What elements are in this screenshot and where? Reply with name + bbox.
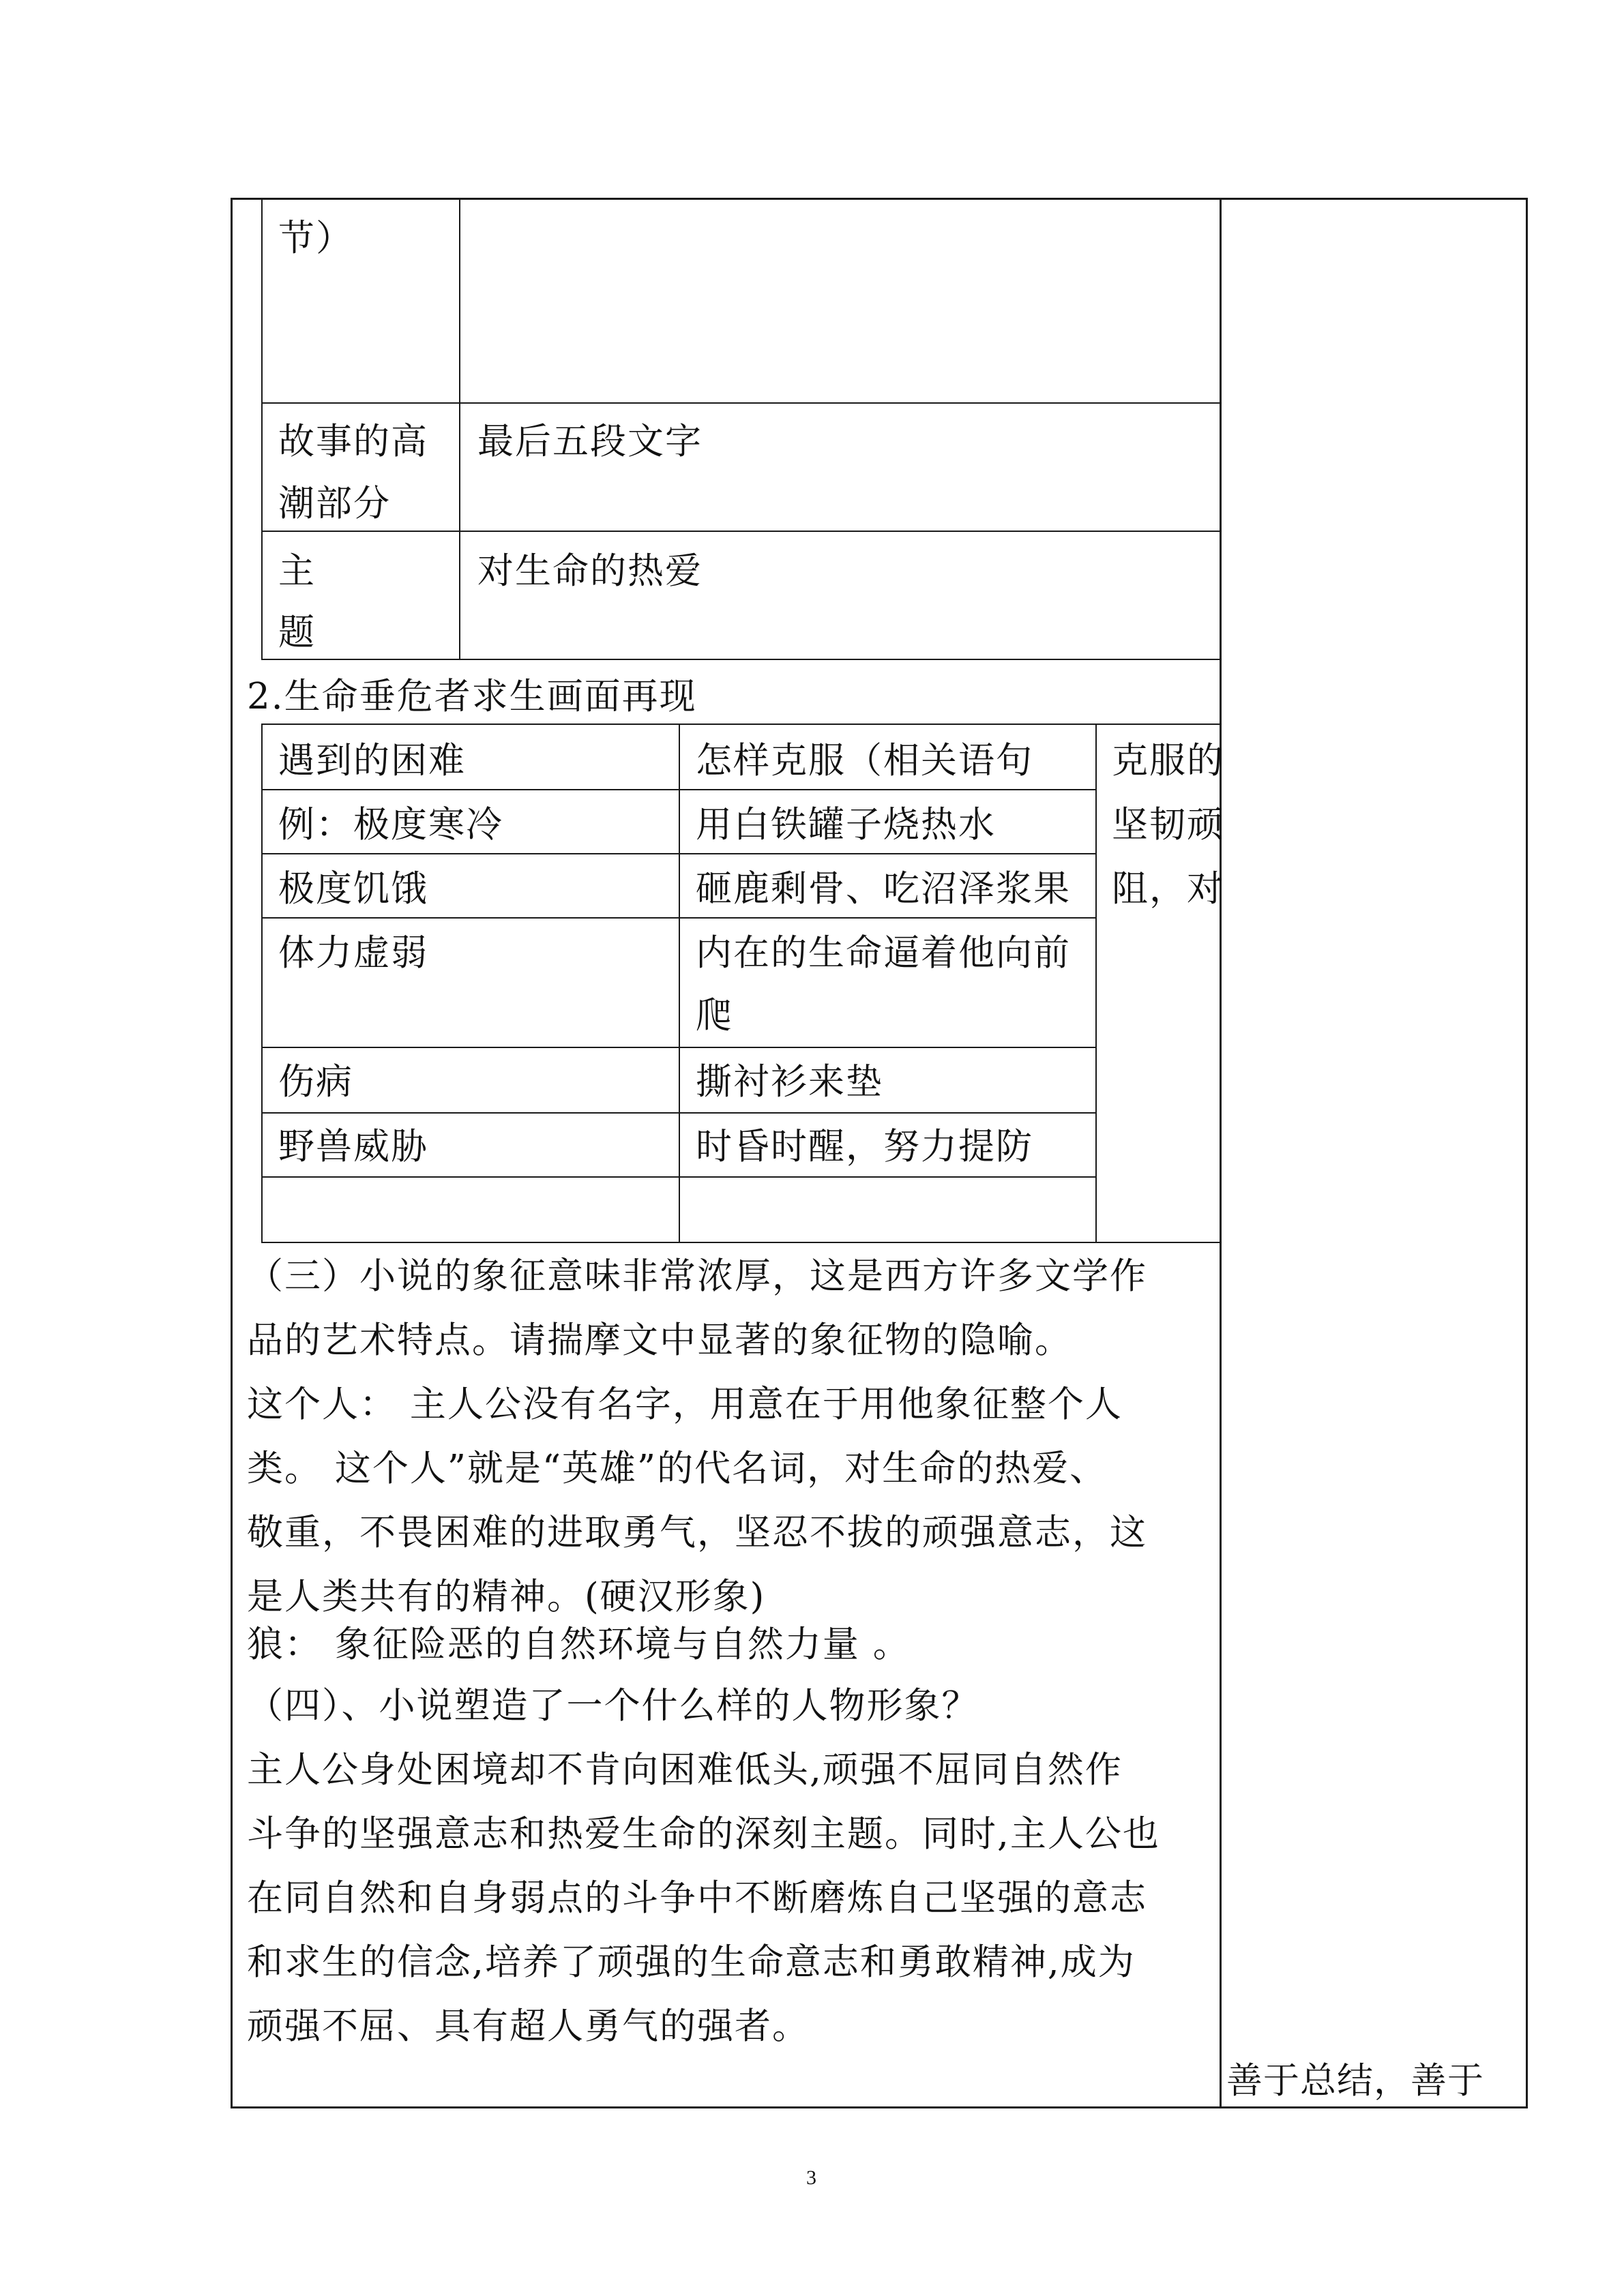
inner-row5-difficulty: 野兽威胁 bbox=[278, 1126, 428, 1167]
inner-table-col-2 bbox=[1095, 724, 1097, 1243]
top-row3-label-line2: 题 bbox=[278, 612, 316, 653]
inner-header-difficulty: 遇到的困难 bbox=[278, 740, 466, 781]
section4-line4: 和求生的信念,培养了顽强的生命意志和勇敢精神,成为 bbox=[247, 1941, 1136, 1983]
section3-line2: 品的艺术特点。请揣摩文中显著的象征物的隐喻。 bbox=[247, 1320, 1072, 1361]
inner-table-top bbox=[261, 724, 1221, 725]
section3-line6: 是人类共有的精神。(硬汉形象) bbox=[247, 1576, 766, 1617]
inner-row1-difficulty: 例：极度寒冷 bbox=[278, 804, 503, 846]
inner-table-row-5 bbox=[261, 1112, 1096, 1114]
inner-row3-difficulty: 体力虚弱 bbox=[278, 932, 428, 974]
inner-table-left bbox=[261, 724, 263, 1243]
top-table-col-divider bbox=[459, 198, 460, 660]
inner-table-row-4 bbox=[261, 1047, 1096, 1048]
inner-row4-method: 撕衬衫来垫 bbox=[696, 1061, 883, 1103]
top-row2-value: 最后五段文字 bbox=[477, 421, 703, 462]
top-table-row-line-3 bbox=[261, 659, 1221, 660]
inner-table-row-1 bbox=[261, 789, 1096, 790]
inner-table-col-1 bbox=[679, 724, 680, 1243]
top-row3-label-line1: 主 bbox=[278, 550, 316, 592]
outer-right-border bbox=[1526, 198, 1528, 2108]
inner-row5-method: 时昏时醒，努力提防 bbox=[696, 1126, 1033, 1167]
inner-table-bottom bbox=[261, 1242, 1221, 1243]
top-table-row-line-1 bbox=[261, 402, 1221, 404]
inner-row2-difficulty: 极度饥饿 bbox=[278, 868, 428, 910]
section4-line5: 顽强不屈、具有超人勇气的强者。 bbox=[247, 2006, 810, 2047]
section3-line7: 狼： 象征险恶的自然环境与自然力量 。 bbox=[247, 1624, 911, 1665]
inner-table-row-3 bbox=[261, 917, 1096, 919]
inner-table-row-2 bbox=[261, 853, 1096, 854]
top-table-left-border bbox=[261, 198, 263, 660]
outer-left-border bbox=[231, 198, 233, 2108]
page-number: 3 bbox=[806, 2166, 816, 2189]
section3-line5: 敬重，不畏困难的进取勇气，坚忍不拔的顽强意志，这 bbox=[247, 1512, 1147, 1553]
top-row1-label: 节） bbox=[278, 218, 353, 259]
inner-header-method: 怎样克服（相关语句 bbox=[696, 740, 1033, 781]
section3-line1: （三）小说的象征意味非常浓厚，这是西方许多文学作 bbox=[247, 1255, 1147, 1297]
section4-heading: （四）、小说塑造了一个什么样的人物形象？ bbox=[247, 1685, 979, 1727]
inner-result-line1: 坚韧顽 bbox=[1112, 804, 1224, 846]
inner-row1-method: 用白铁罐子烧热水 bbox=[696, 804, 996, 846]
inner-row2-method: 砸鹿剩骨、吃沼泽浆果 bbox=[696, 868, 1071, 910]
inner-row4-difficulty: 伤病 bbox=[278, 1061, 353, 1103]
top-row2-label-line1: 故事的高 bbox=[278, 421, 428, 462]
outer-top-border bbox=[231, 198, 1528, 200]
right-column-divider bbox=[1220, 198, 1222, 2108]
section2-heading: 2.生命垂危者求生画面再现 bbox=[247, 676, 697, 717]
section4-line1: 主人公身处困境却不肯向困难低头,顽强不屈同自然作 bbox=[247, 1749, 1123, 1791]
section3-line3: 这个人： 主人公没有名字，用意在于用他象征整个人 bbox=[247, 1384, 1123, 1425]
inner-result-line2: 阻，对 bbox=[1112, 868, 1224, 910]
inner-header-result: 克服的 bbox=[1112, 740, 1224, 781]
inner-table-row-6 bbox=[261, 1176, 1096, 1178]
top-row3-value: 对生命的热爱 bbox=[477, 550, 703, 592]
section3-line4: 类。 这个人”就是“英雄”的代名词，对生命的热爱、 bbox=[247, 1448, 1108, 1489]
inner-row3-method-line1: 内在的生命逼着他向前 bbox=[696, 932, 1071, 974]
top-row2-label-line2: 潮部分 bbox=[278, 483, 391, 524]
section4-line3: 在同自然和自身弱点的斗争中不断磨炼自己坚强的意志 bbox=[247, 1877, 1147, 1919]
right-column-text: 善于总结，善于 bbox=[1226, 2060, 1484, 2102]
top-table-row-line-2 bbox=[261, 531, 1221, 532]
inner-row3-method-line2: 爬 bbox=[696, 995, 733, 1037]
section4-line2: 斗争的坚强意志和热爱生命的深刻主题。同时,主人公也 bbox=[247, 1813, 1160, 1855]
outer-bottom-border bbox=[231, 2106, 1528, 2108]
